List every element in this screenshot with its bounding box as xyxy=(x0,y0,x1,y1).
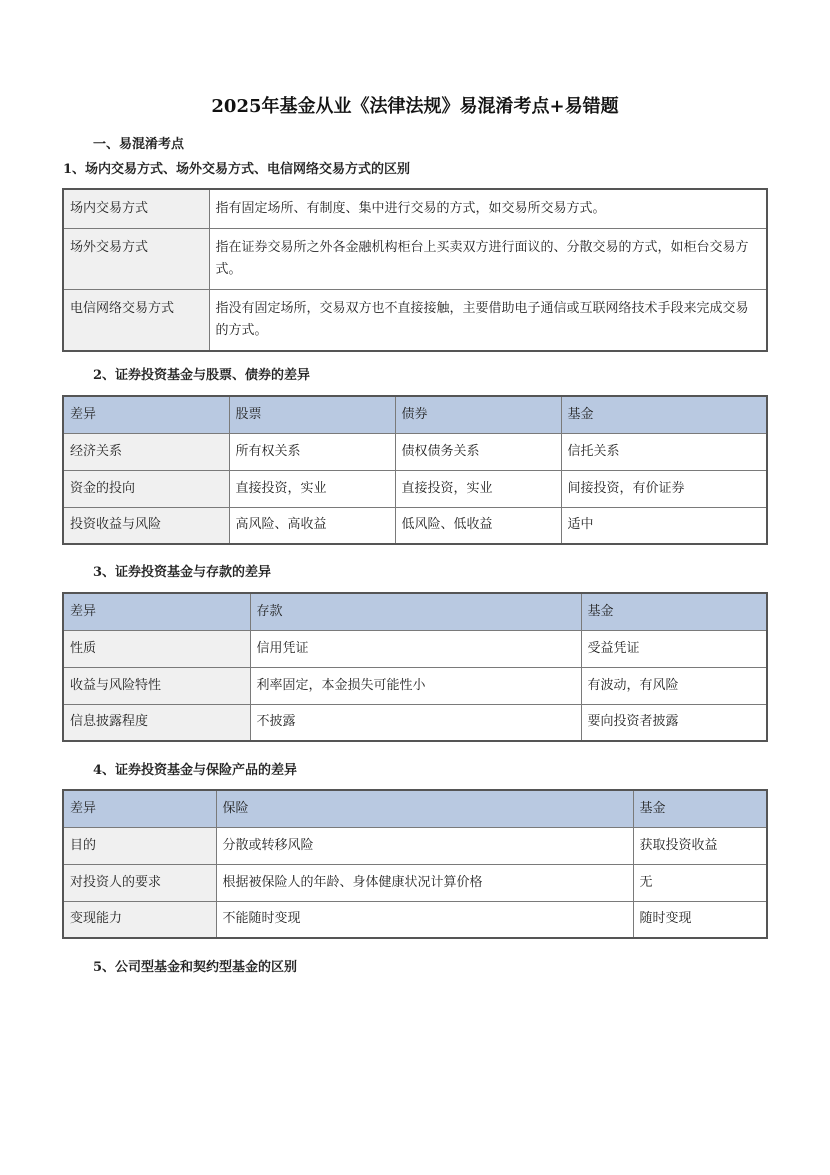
heading-trading-methods: 1、场内交易方式、场外交易方式、电信网络交易方式的区别 xyxy=(63,162,411,177)
table-cell: 不能随时变现 xyxy=(216,901,633,938)
row-label: 变现能力 xyxy=(63,901,216,938)
row-label: 投资收益与风险 xyxy=(63,507,229,544)
table-header-row xyxy=(63,396,767,433)
row-label: 经济关系 xyxy=(63,433,229,470)
page-title: 2025年基金从业《法律法规》易混淆考点+易错题 xyxy=(211,96,619,117)
table-cell: 利率固定，本金损失可能性小 xyxy=(250,667,581,704)
column-header: 基金 xyxy=(633,790,767,827)
table-row xyxy=(63,630,767,667)
table-cell: 获取投资收益 xyxy=(633,827,767,864)
heading-fund-vs-insurance: 4、证券投资基金与保险产品的差异 xyxy=(93,763,298,778)
section-heading-confusing-points: 一、易混淆考点 xyxy=(93,137,185,152)
table-cell: 高风险、高收益 xyxy=(229,507,395,544)
table-cell: 有波动，有风险 xyxy=(581,667,767,704)
table-row xyxy=(63,189,767,229)
table-row xyxy=(63,433,767,470)
row-label: 对投资人的要求 xyxy=(63,864,216,901)
fund-vs-insurance-table xyxy=(62,789,768,939)
table-cell: 随时变现 xyxy=(633,901,767,938)
column-header: 股票 xyxy=(229,396,395,433)
column-header: 基金 xyxy=(561,396,767,433)
table-row xyxy=(63,229,767,290)
table-cell: 分散或转移风险 xyxy=(216,827,633,864)
table-row xyxy=(63,864,767,901)
fund-vs-deposit-table xyxy=(62,592,768,742)
table-row xyxy=(63,507,767,544)
table-cell: 直接投资，实业 xyxy=(395,470,561,507)
table-cell: 根据被保险人的年龄、身体健康状况计算价格 xyxy=(216,864,633,901)
table-cell: 信托关系 xyxy=(561,433,767,470)
column-header: 债券 xyxy=(395,396,561,433)
column-header: 差异 xyxy=(63,396,229,433)
table-row xyxy=(63,827,767,864)
table-header-row xyxy=(63,593,767,630)
fund-vs-stock-bond-table xyxy=(62,395,768,545)
table-row xyxy=(63,667,767,704)
row-label: 电信网络交易方式 xyxy=(63,290,209,352)
heading-fund-vs-stock-bond: 2、证券投资基金与股票、债券的差异 xyxy=(93,368,311,383)
table-cell: 低风险、低收益 xyxy=(395,507,561,544)
heading-fund-vs-deposit: 3、证券投资基金与存款的差异 xyxy=(93,565,272,580)
table-cell: 不披露 xyxy=(250,704,581,741)
column-header: 存款 xyxy=(250,593,581,630)
table-cell: 要向投资者披露 xyxy=(581,704,767,741)
heading-corporate-vs-contract-fund: 5、公司型基金和契约型基金的区别 xyxy=(93,960,298,975)
row-description: 指在证券交易所之外各金融机构柜台上买卖双方进行面议的、分散交易的方式，如柜台交易方式。 xyxy=(209,229,767,290)
trading-methods-table xyxy=(62,188,768,352)
table-cell: 受益凭证 xyxy=(581,630,767,667)
row-label: 收益与风险特性 xyxy=(63,667,250,704)
table-cell: 无 xyxy=(633,864,767,901)
column-header: 基金 xyxy=(581,593,767,630)
row-label: 资金的投向 xyxy=(63,470,229,507)
column-header: 保险 xyxy=(216,790,633,827)
row-label: 性质 xyxy=(63,630,250,667)
row-label: 目的 xyxy=(63,827,216,864)
column-header: 差异 xyxy=(63,790,216,827)
table-cell: 间接投资，有价证券 xyxy=(561,470,767,507)
table-header-row xyxy=(63,790,767,827)
table-row xyxy=(63,901,767,938)
column-header: 差异 xyxy=(63,593,250,630)
table-cell: 适中 xyxy=(561,507,767,544)
table-row xyxy=(63,704,767,741)
row-label: 场外交易方式 xyxy=(63,229,209,290)
table-cell: 所有权关系 xyxy=(229,433,395,470)
table-row xyxy=(63,290,767,352)
table-cell: 债权债务关系 xyxy=(395,433,561,470)
table-cell: 直接投资，实业 xyxy=(229,470,395,507)
row-description: 指没有固定场所，交易双方也不直接接触，主要借助电子通信或互联网络技术手段来完成交易的方式。 xyxy=(209,290,767,352)
table-cell: 信用凭证 xyxy=(250,630,581,667)
row-label: 信息披露程度 xyxy=(63,704,250,741)
table-row xyxy=(63,470,767,507)
row-label: 场内交易方式 xyxy=(63,189,209,229)
row-description: 指有固定场所、有制度、集中进行交易的方式，如交易所交易方式。 xyxy=(209,189,767,229)
